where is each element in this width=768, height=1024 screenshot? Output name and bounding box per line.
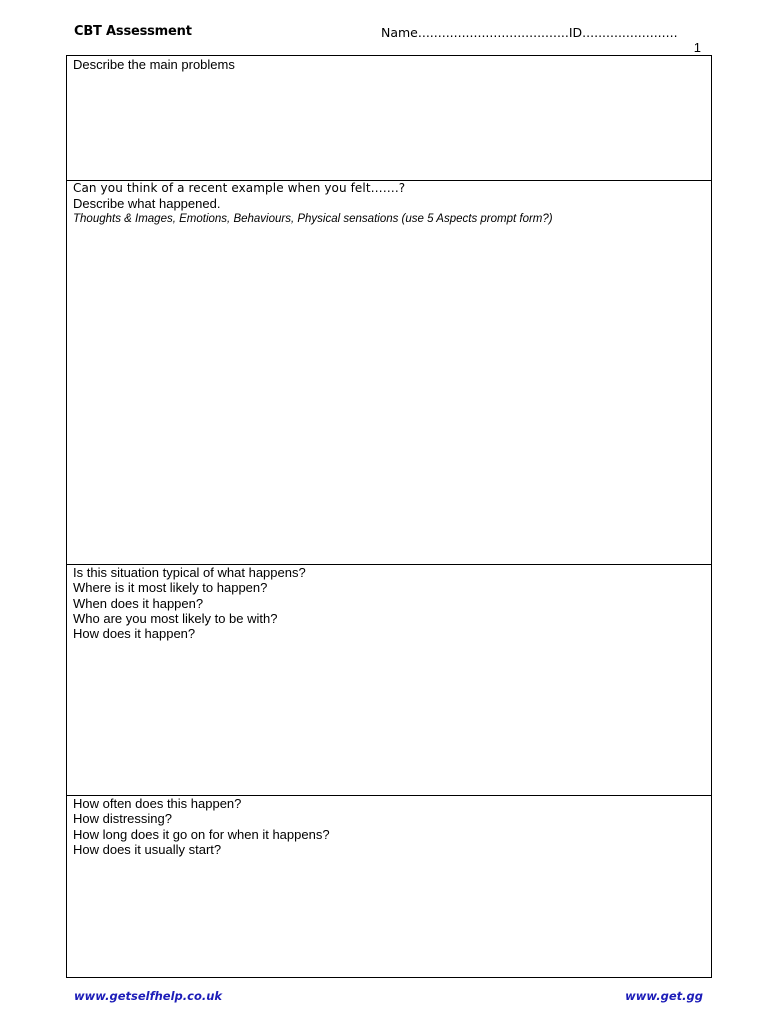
situation-prompt: Who are you most likely to be with? <box>73 610 278 626</box>
getselfhelp-link[interactable]: www.getselfhelp.co.uk <box>74 989 223 1003</box>
frequency-prompt: How does it usually start? <box>73 841 222 857</box>
frequency-section[interactable] <box>67 795 711 978</box>
frequency-prompt: How distressing? <box>73 811 172 827</box>
recent-example-section[interactable] <box>67 180 711 565</box>
situation-section[interactable] <box>67 564 711 796</box>
document-title: CBT Assessment <box>74 24 192 39</box>
recent-example-prompt: Can you think of a recent example when you felt…….? <box>73 181 406 195</box>
situation-prompt: When does it happen? <box>73 595 204 611</box>
name-id-fields: Name......................................ID........................ <box>381 25 678 40</box>
describe-happened-prompt: Describe what happened. <box>73 196 221 212</box>
frequency-prompt: How long does it go on for when it happens? <box>73 826 330 842</box>
frequency-prompt: How often does this happen? <box>73 796 242 811</box>
five-aspects-hint: Thoughts & Images, Emotions, Behaviours, Physical sensations (use 5 Aspects prompt form?) <box>73 212 553 225</box>
page-number: 1 <box>693 40 701 55</box>
assessment-form <box>66 55 712 978</box>
getgg-link[interactable]: www.get.gg <box>625 989 703 1003</box>
situation-prompt: Where is it most likely to happen? <box>73 580 268 596</box>
main-problems-prompt: Describe the main problems <box>73 57 235 72</box>
main-problems-section[interactable] <box>67 56 711 181</box>
situation-prompt: Is this situation typical of what happens? <box>73 565 306 580</box>
situation-prompt: How does it happen? <box>73 626 196 642</box>
